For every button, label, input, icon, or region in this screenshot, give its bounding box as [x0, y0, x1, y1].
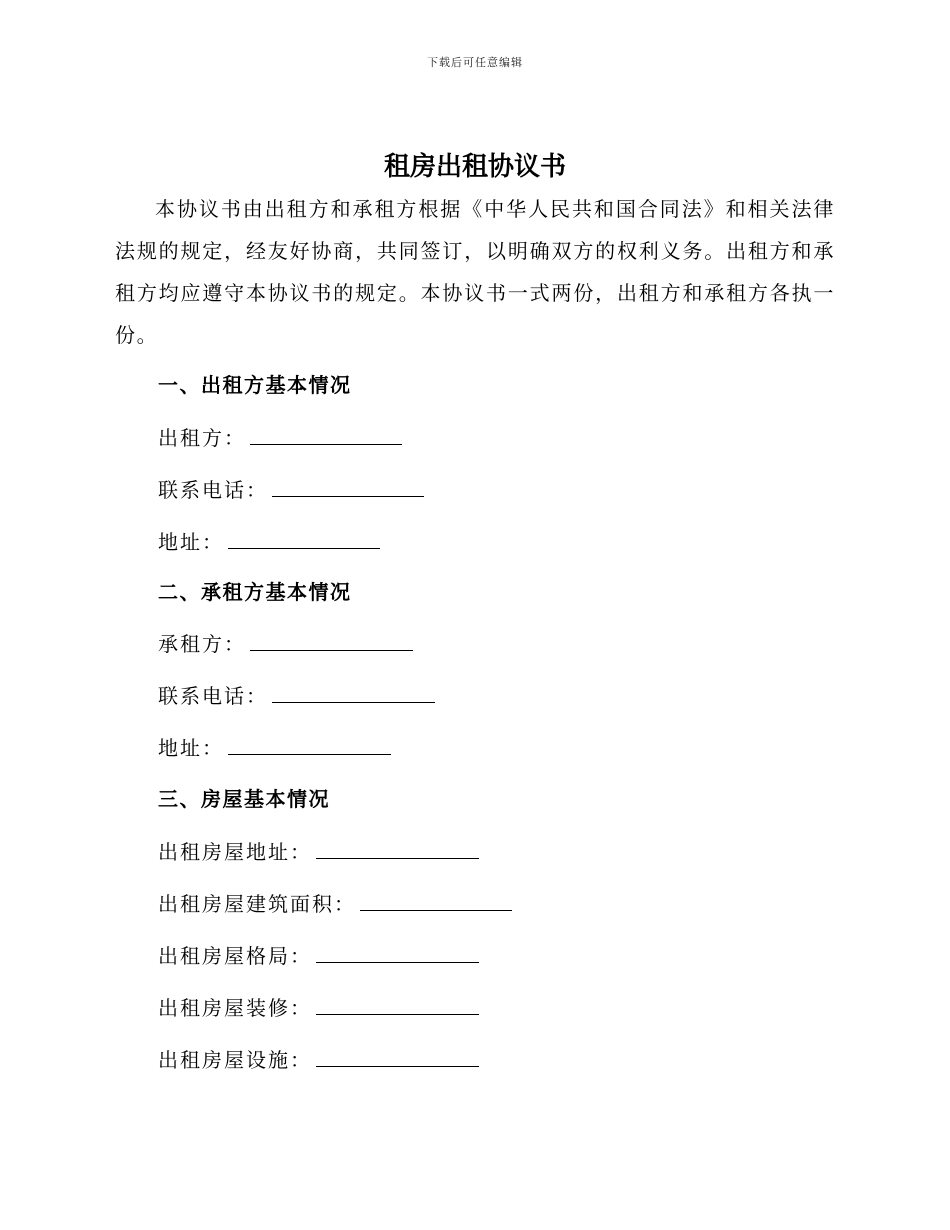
field-lessee-address: [158, 732, 391, 762]
field-property-address: [158, 836, 479, 866]
section-heading-lessor: 一、出租方基本情况: [158, 373, 352, 397]
section-heading-property: 三、房屋基本情况: [158, 787, 330, 811]
field-lessor-address: [158, 526, 380, 556]
field-label: 地址：: [158, 530, 224, 554]
field-label: 联系电话：: [158, 684, 268, 708]
field-lessor-name: [158, 422, 402, 452]
field-label: 出租方：: [158, 426, 246, 450]
field-label: 联系电话：: [158, 478, 268, 502]
blank-line: [272, 680, 435, 703]
blank-line: [228, 732, 391, 755]
blank-line: [228, 526, 380, 549]
field-label: 出租房屋格局：: [158, 944, 312, 968]
field-lessor-phone: [158, 474, 424, 504]
blank-line: [250, 422, 402, 445]
blank-line: [316, 992, 479, 1015]
blank-line: [316, 836, 479, 859]
field-property-area: [158, 888, 512, 918]
field-label: 出租房屋地址：: [158, 840, 312, 864]
field-label: 出租房屋装修：: [158, 996, 312, 1020]
blank-line: [316, 940, 479, 963]
field-lessee-phone: [158, 680, 435, 710]
field-property-facilities: [158, 1044, 479, 1074]
blank-line: [272, 474, 424, 497]
field-property-layout: [158, 940, 479, 970]
blank-line: [316, 1044, 479, 1067]
intro-paragraph: 本协议书由出租方和承租方根据《中华人民共和国合同法》和相关法律法规的规定，经友好协商，共同签订，以明确双方的权利义务。出租方和承租方均应遵守本协议书的规定。本协议书一式两份，出租方和承租方各执一份。: [115, 197, 835, 347]
blank-line: [360, 888, 512, 911]
field-property-decoration: [158, 992, 479, 1022]
section-heading-lessee: 二、承租方基本情况: [158, 580, 352, 604]
field-label: 地址：: [158, 736, 224, 760]
header-note: 下载后可任意编辑: [427, 56, 523, 69]
field-label: 出租房屋设施：: [158, 1048, 312, 1072]
field-label: 承租方：: [158, 632, 246, 656]
field-label: 出租房屋建筑面积：: [158, 892, 356, 916]
blank-line: [250, 628, 413, 651]
field-lessee-name: [158, 628, 413, 658]
document-title: 租房出租协议书: [383, 152, 566, 182]
